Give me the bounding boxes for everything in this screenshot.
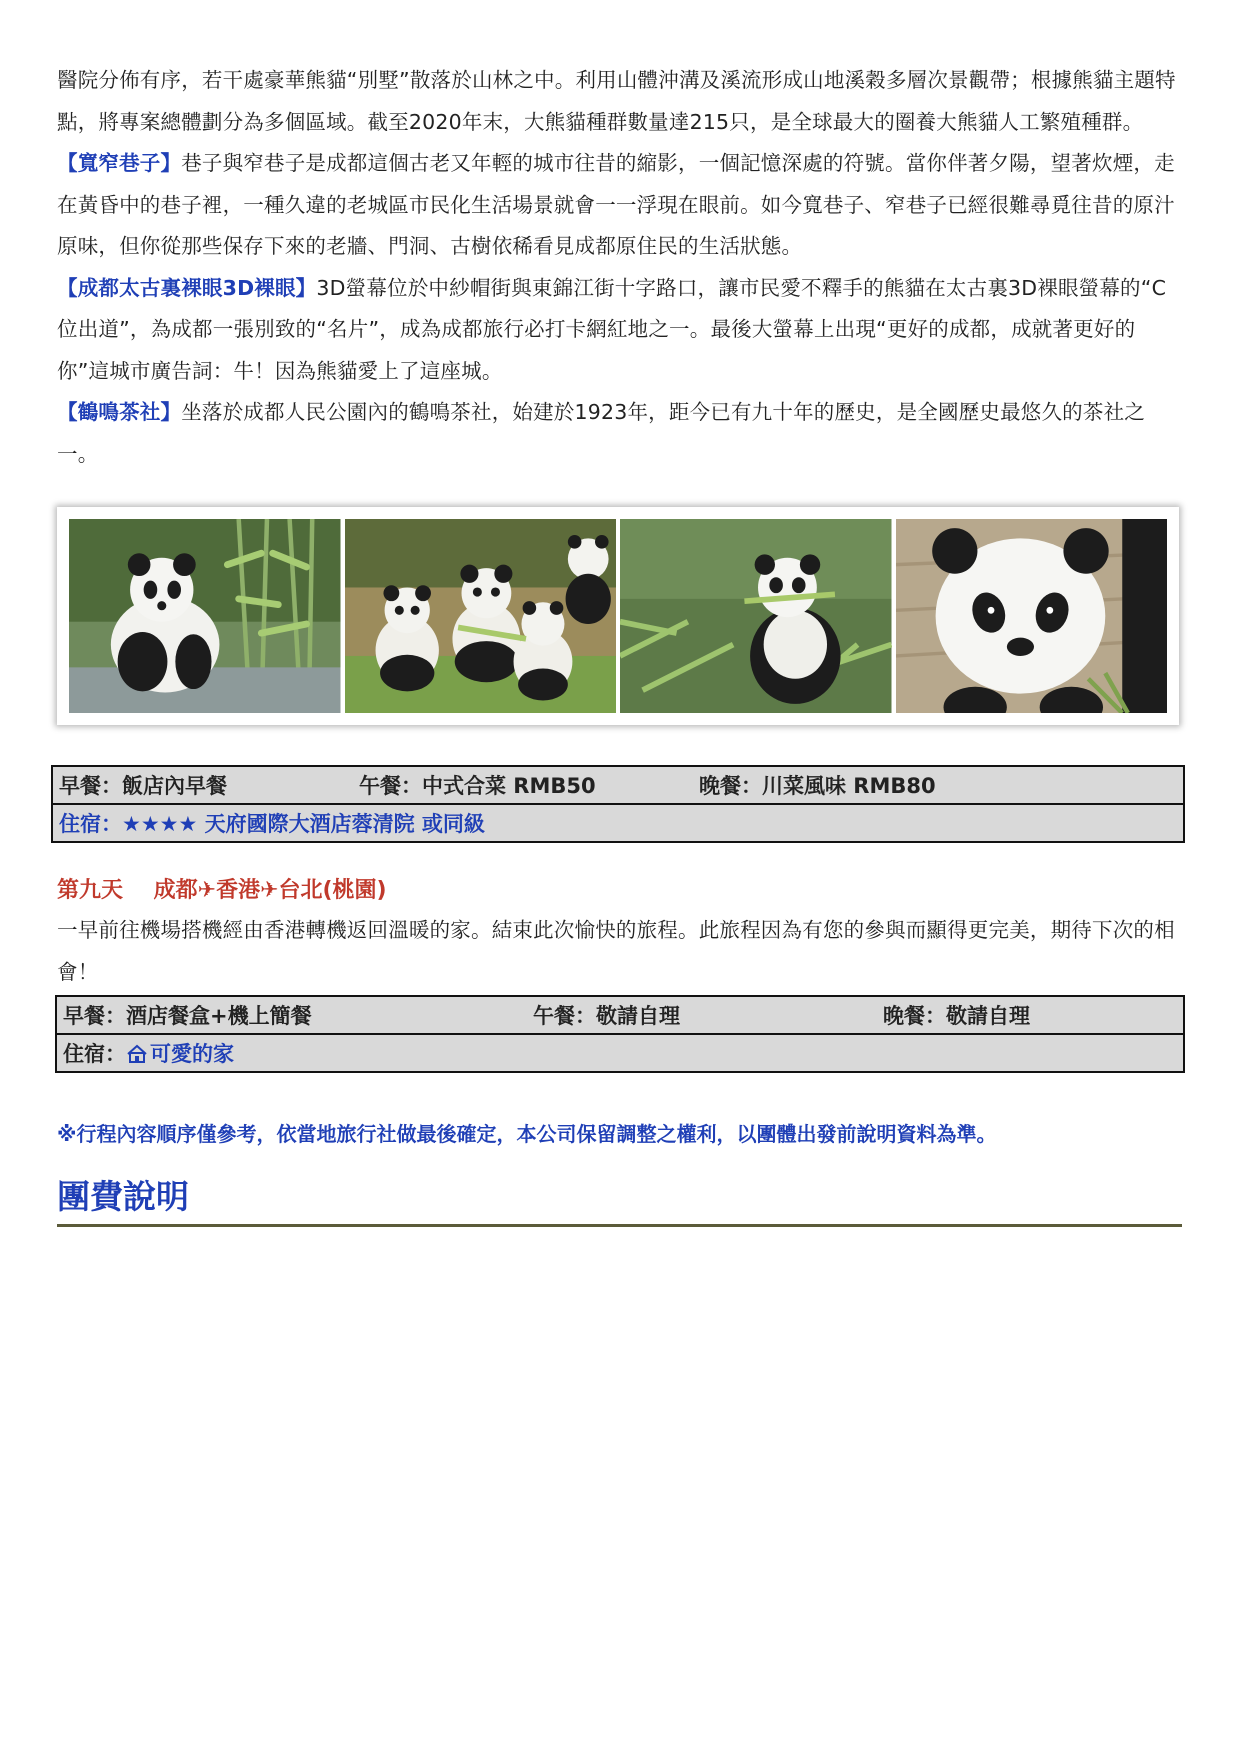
panda-photo-4 xyxy=(896,519,1168,713)
page-content xyxy=(57,60,1185,1227)
heming-text: 坐落於成都人民公園內的鶴鳴茶社，始建於1923年，距今已有九十年的歷史，是全國歷史最悠久的茶社之一。 xyxy=(57,400,1145,466)
day9-meal-table xyxy=(55,995,1185,1073)
taikoo-text: 3D螢幕位於中紗帽街與東錦江街十字路口，讓市民愛不釋手的熊貓在太古裏3D裸眼螢幕的“C位出道”，為成都一張別致的“名片”，成為成都旅行必打卡網紅地之一。最後大螢幕上出現“更好的成都，成就著更好的你”這城市廣告詞：牛！因為熊貓愛上了這座城。 xyxy=(57,275,1167,383)
panda-photo-1 xyxy=(69,519,341,713)
day8-lunch: 午餐：中式合菜 RMB50 xyxy=(359,774,596,798)
kuanzhai-text: 巷子與窄巷子是成都這個古老又年輕的城市往昔的縮影，一個記憶深處的符號。當你伴著夕陽，望著炊煙，走在黃昏中的巷子裡，一種久違的老城區市民化生活場景就會一一浮現在眼前。如今寬巷子、窄巷子已經很難尋覓往昔的原汁原味，但你從那些保存下來的老牆、門洞、古樹依稀看見成都原住民的生活狀態。 xyxy=(57,151,1175,258)
panda-photo-2 xyxy=(345,519,617,713)
taikoo-heading: 【成都太古裏裸眼3D裸眼】 xyxy=(57,275,317,300)
panda-photo-3 xyxy=(620,519,892,713)
day9-meals-row xyxy=(56,996,1184,1034)
kuanzhai-paragraph xyxy=(57,143,1185,268)
day9-lunch: 午餐：敬請自理 xyxy=(533,1004,680,1028)
day9-lodging-row xyxy=(56,1034,1184,1072)
day9-title: 第九天 成都✈香港✈台北(桃園) xyxy=(57,878,387,903)
day9-breakfast: 早餐：酒店餐盒+機上簡餐 xyxy=(63,1004,312,1028)
heming-heading: 【鶴鳴茶社】 xyxy=(57,400,182,424)
day9-dinner: 晚餐：敬請自理 xyxy=(883,1004,1030,1028)
heming-paragraph xyxy=(57,392,1185,475)
day8-dinner: 晚餐：川菜風味 RMB80 xyxy=(699,774,936,798)
day8-meals-row xyxy=(52,766,1184,804)
panda-photo-collage xyxy=(57,507,1179,725)
day9-lodging-value: 可愛的家 xyxy=(150,1041,234,1066)
tour-fee-section-title: 團費說明 xyxy=(57,1171,1182,1227)
day8-lodging: 住宿：★★★★ 天府國際大酒店蓉清院 或同級 xyxy=(52,804,1184,842)
day8-breakfast: 早餐：飯店內早餐 xyxy=(59,774,227,798)
kuanzhai-heading: 【寬窄巷子】 xyxy=(57,151,182,175)
day8-meal-table xyxy=(51,765,1185,843)
day9-paragraph: 一早前往機場搭機經由香港轉機返回溫暖的家。結束此次愉快的旅程。此旅程因為有您的參與而顯得更完美，期待下次的相會！ xyxy=(57,918,1175,984)
itinerary-footnote: ※行程內容順序僅參考，依當地旅行社做最後確定，本公司保留調整之權利，以團體出發前說明資料為準。 xyxy=(57,1122,997,1146)
day9-lodging-label: 住宿： xyxy=(63,1041,126,1066)
intro-paragraph: 醫院分佈有序，若干處豪華熊貓“別墅”散落於山林之中。利用山體沖溝及溪流形成山地溪穀多層次景觀帶；根據熊貓主題特點，將專案總體劃分為多個區域。截至2020年末，大熊貓種群數量達215只，是全球最大的圈養大熊貓人工繁殖種群。 xyxy=(57,68,1176,134)
home-icon xyxy=(126,1044,148,1069)
taikoo-paragraph xyxy=(57,268,1185,393)
